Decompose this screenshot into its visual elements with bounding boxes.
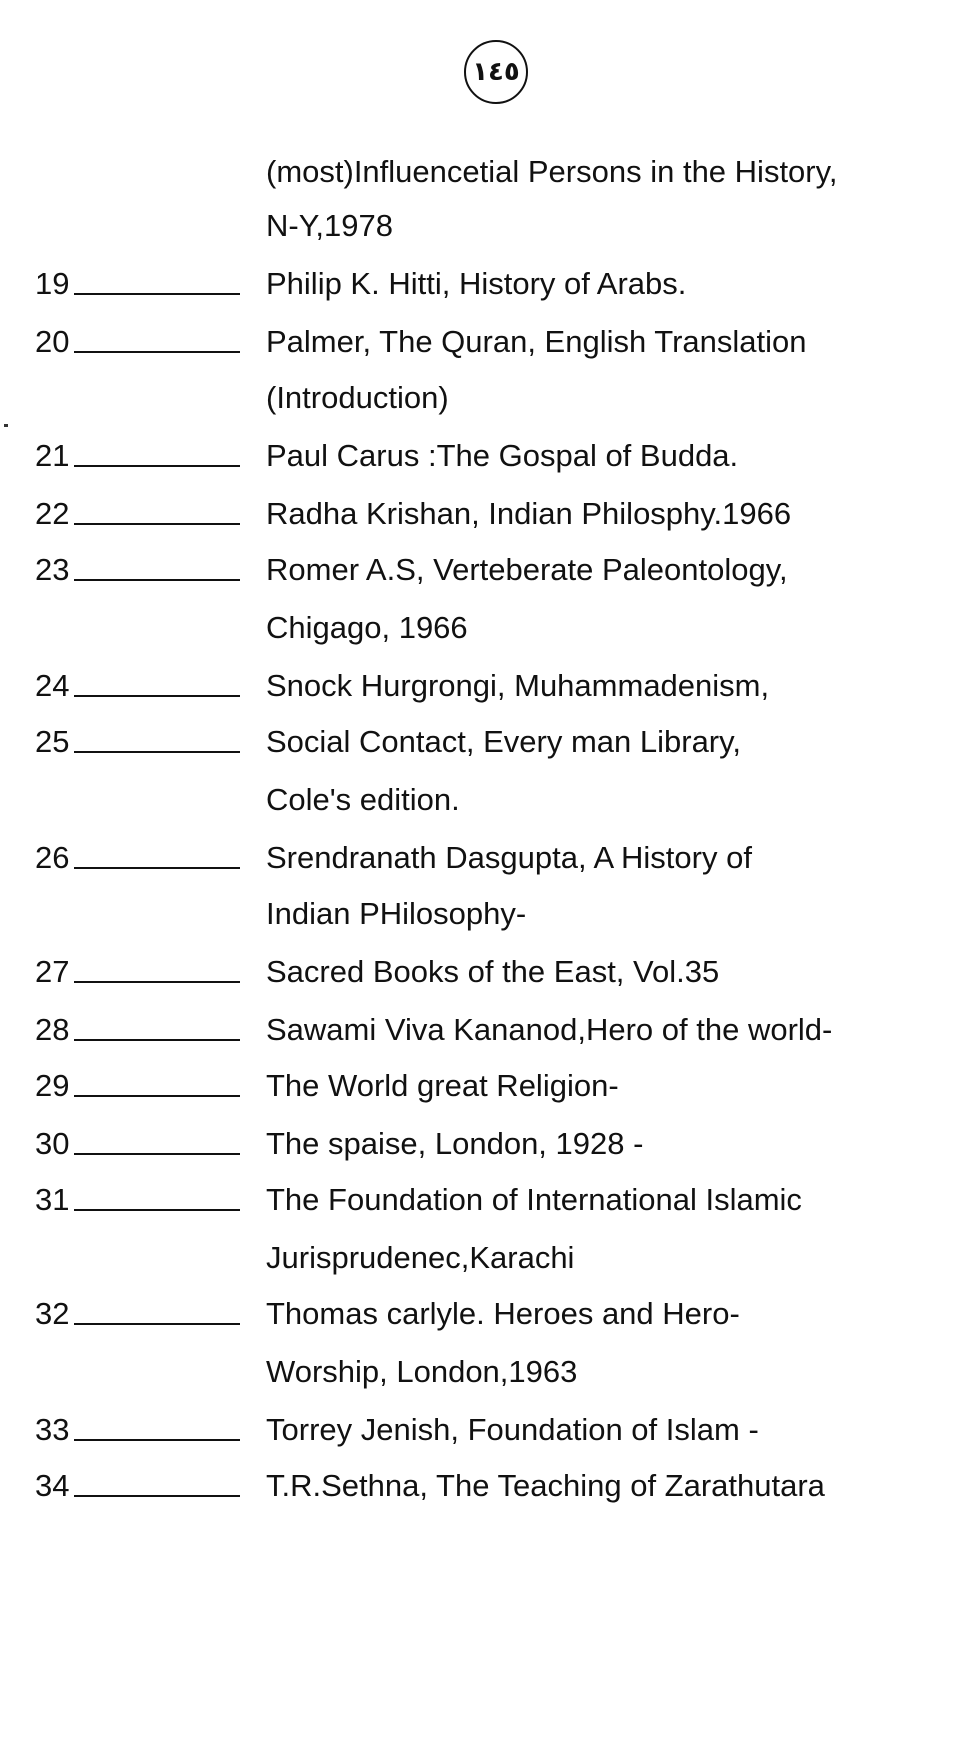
- entry-line: [0, 546, 960, 594]
- entry-number-underline: [74, 1039, 240, 1041]
- entry-text: Palmer, The Quran, English Translation: [266, 324, 807, 359]
- entry-number: 20: [35, 324, 70, 359]
- entry-number: 24: [35, 668, 70, 703]
- entry-continuation-line: [0, 890, 960, 938]
- entry-text: Jurisprudenec,Karachi: [266, 1240, 575, 1275]
- entry-line: [0, 948, 960, 996]
- entry-continuation-line: [0, 776, 960, 824]
- entry-number: 27: [35, 954, 70, 989]
- entry-line: [0, 1062, 960, 1110]
- entry-number-underline: [74, 1495, 240, 1497]
- entry-text: Cole's edition.: [266, 782, 460, 817]
- entry-number: 28: [35, 1012, 70, 1047]
- entry-text: Torrey Jenish, Foundation of Islam -: [266, 1412, 759, 1447]
- entry-number: 29: [35, 1068, 70, 1103]
- entry-text: The World great Religion-: [266, 1068, 619, 1103]
- entry-line: [0, 834, 960, 882]
- entry-line: [0, 1290, 960, 1338]
- entry-line: [0, 148, 960, 196]
- entry-text: T.R.Sethna, The Teaching of Zarathutara: [266, 1468, 825, 1503]
- entry-number-underline: [74, 1153, 240, 1155]
- entry-number-underline: [74, 579, 240, 581]
- entry-number-underline: [74, 1209, 240, 1211]
- entry-continuation-line: [0, 1234, 960, 1282]
- entry-line: [0, 318, 960, 366]
- entry-continuation-line: [0, 1348, 960, 1396]
- entry-line: [0, 260, 960, 308]
- entry-line: [0, 718, 960, 766]
- entry-line: [0, 662, 960, 710]
- entry-number: 23: [35, 552, 70, 587]
- entry-number-underline: [74, 1439, 240, 1441]
- entry-line: [0, 1462, 960, 1510]
- entry-line: [0, 1120, 960, 1168]
- entry-line: [0, 1406, 960, 1454]
- entry-text: The spaise, London, 1928 -: [266, 1126, 644, 1161]
- entry-number-underline: [74, 523, 240, 525]
- page-number: ١٤٥: [472, 57, 520, 87]
- entry-number: 34: [35, 1468, 70, 1503]
- entry-continuation-line: [0, 202, 960, 250]
- entry-line: [0, 1006, 960, 1054]
- entry-number: 21: [35, 438, 70, 473]
- entry-number: 22: [35, 496, 70, 531]
- entry-number-underline: [74, 1323, 240, 1325]
- entry-text: Worship, London,1963: [266, 1354, 578, 1389]
- entry-text: Sacred Books of the East, Vol.35: [266, 954, 720, 989]
- entry-number: 19: [35, 266, 70, 301]
- entry-text: Chigago, 1966: [266, 610, 468, 645]
- entry-text: Social Contact, Every man Library,: [266, 724, 741, 759]
- entry-number-underline: [74, 981, 240, 983]
- entry-line: [0, 1176, 960, 1224]
- entry-text: Indian PHilosophy-: [266, 896, 527, 931]
- entry-text: Philip K. Hitti, History of Arabs.: [266, 266, 687, 301]
- entry-text: Thomas carlyle. Heroes and Hero-: [266, 1296, 740, 1331]
- entry-number: 26: [35, 840, 70, 875]
- entry-text: Sawami Viva Kananod,Hero of the world-: [266, 1012, 833, 1047]
- entry-number: 30: [35, 1126, 70, 1161]
- entry-line: [0, 432, 960, 480]
- entry-text: (Introduction): [266, 380, 449, 415]
- entry-number: 25: [35, 724, 70, 759]
- entry-continuation-line: [0, 374, 960, 422]
- entry-number-underline: [74, 351, 240, 353]
- entry-number-underline: [74, 867, 240, 869]
- entry-number: 31: [35, 1182, 70, 1217]
- entry-text: N-Y,1978: [266, 208, 393, 243]
- entry-number: 33: [35, 1412, 70, 1447]
- entry-number-underline: [74, 695, 240, 697]
- entry-text: (most)Influencetial Persons in the History,: [266, 154, 838, 189]
- entry-text: Romer A.S, Verteberate Paleontology,: [266, 552, 788, 587]
- entry-text: Radha Krishan, Indian Philosphy.1966: [266, 496, 792, 531]
- entry-text: The Foundation of International Islamic: [266, 1182, 802, 1217]
- entry-line: [0, 490, 960, 538]
- entry-number-underline: [74, 465, 240, 467]
- entry-text: Paul Carus :The Gospal of Budda.: [266, 438, 739, 473]
- entry-text: Srendranath Dasgupta, A History of: [266, 840, 752, 875]
- entry-number-underline: [74, 751, 240, 753]
- entry-text: Snock Hurgrongi, Muhammadenism,: [266, 668, 770, 703]
- entry-number: 32: [35, 1296, 70, 1331]
- entry-number-underline: [74, 1095, 240, 1097]
- entry-number-underline: [74, 293, 240, 295]
- entry-continuation-line: [0, 604, 960, 652]
